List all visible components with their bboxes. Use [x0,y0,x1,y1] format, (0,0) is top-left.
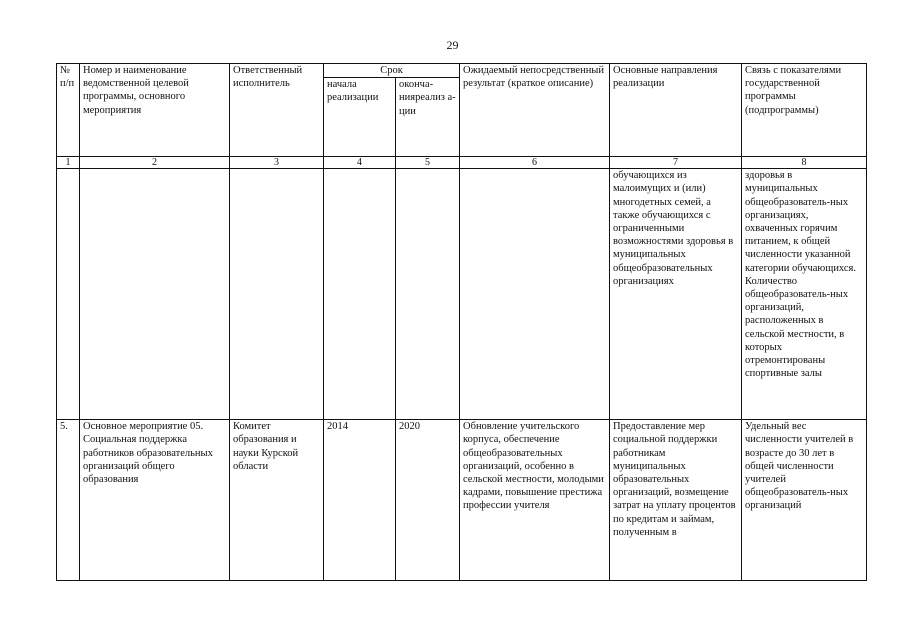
table-row [57,420,867,581]
row-directions: обучающихся из малоимущих и (или) многодетных семей, а также обучающихся с ограниченными возможностями здоровья в муниципальных общеобразовательных организациях [610,169,742,420]
program-table [56,63,867,581]
table-row [57,169,867,420]
header-term: Срок [324,64,460,78]
column-number: 6 [460,157,610,169]
column-number: 3 [230,157,324,169]
column-number: 4 [324,157,396,169]
row-executor [230,169,324,420]
column-number: 7 [610,157,742,169]
column-number: 5 [396,157,460,169]
header-directions: Основные направления реализации [610,64,742,157]
header-number: № п/п [57,64,80,157]
row-end [396,169,460,420]
row-program-name [80,169,230,420]
column-number: 1 [57,157,80,169]
page-number: 29 [446,38,459,52]
header-end: оконча-нияреализ а-ции [396,78,460,157]
row-executor: Комитет образования и науки Курской области [230,420,324,581]
row-program-name: Основное мероприятие 05. Социальная поддержка работников образовательных организаций общего образования [80,420,230,581]
column-number: 8 [742,157,867,169]
header-executor: Ответственный исполнитель [230,64,324,157]
header-expected-result: Ожидаемый непосредственный результат (краткое описание) [460,64,610,157]
row-link-indicators: здоровья в муниципальных общеобразователь-ных организациях, охваченных горячим питанием, к общей численности указанной категории обучающихся. Количество общеобразователь-ных организаций, расположенных в сельской местности, в которых отремонтированы спортивные залы [742,169,867,420]
header-link-indicators: Связь с показателями государственной программы (подпрограммы) [742,64,867,157]
row-number: 5. [57,420,80,581]
row-start: 2014 [324,420,396,581]
column-number-row [57,157,867,169]
row-link-indicators: Удельный вес численности учителей в возрасте до 30 лет в общей численности учителей общеобразователь-ных организаций [742,420,867,581]
header-program-name: Номер и наименование ведомственной целевой программы, основного мероприятия [80,64,230,157]
row-start [324,169,396,420]
row-end: 2020 [396,420,460,581]
row-expected-result [460,169,610,420]
row-expected-result: Обновление учительского корпуса, обеспечение общеобразовательных организаций, особенно в сельской местности, молодыми кадрами, повышение престижа профессии учителя [460,420,610,581]
header-start: начала реализации [324,78,396,157]
header-row [57,64,867,78]
row-number [57,169,80,420]
row-directions: Предоставление мер социальной поддержки работникам муниципальных образовательных организаций, возмещение затрат на уплату процентов по кредитам и займам, полученным в [610,420,742,581]
column-number: 2 [80,157,230,169]
